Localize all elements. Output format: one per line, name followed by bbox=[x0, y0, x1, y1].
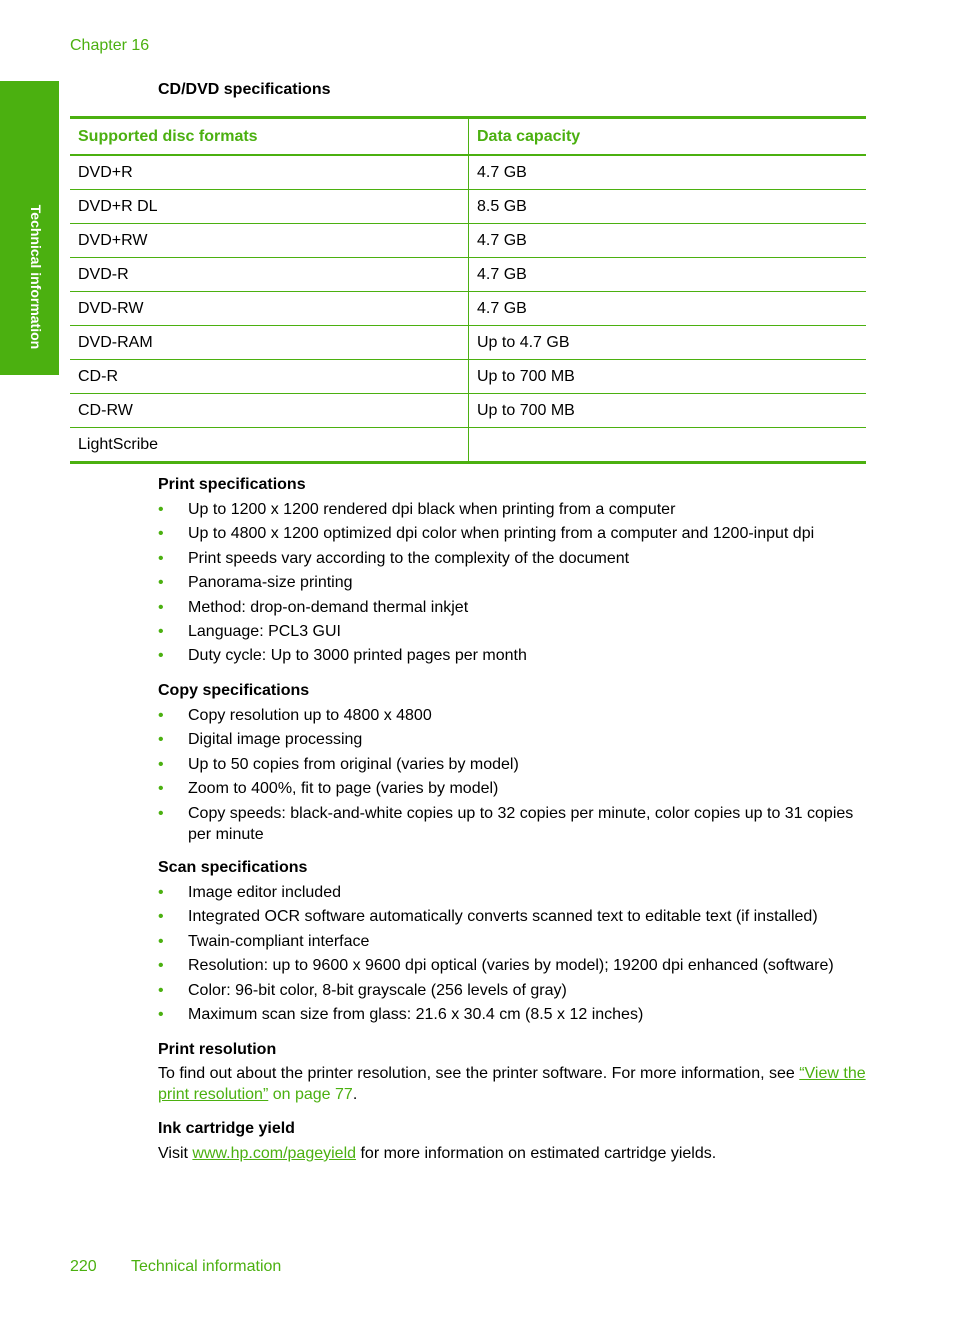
page-number: 220 bbox=[70, 1258, 97, 1275]
list-item: • Up to 1200 x 1200 rendered dpi black when printing from a computer bbox=[158, 499, 868, 520]
pageyield-link[interactable]: www.hp.com/pageyield bbox=[192, 1145, 357, 1162]
table-row bbox=[70, 326, 866, 360]
disc-format-cell: LightScribe bbox=[70, 428, 469, 463]
list-item: • Digital image processing bbox=[158, 729, 868, 750]
footer-section: Technical information bbox=[131, 1258, 282, 1275]
list-item: • Color: 96-bit color, 8-bit grayscale (256 levels of gray) bbox=[158, 980, 868, 1001]
cd-dvd-title: CD/DVD specifications bbox=[158, 81, 331, 98]
disc-format-cell: DVD-R bbox=[70, 258, 469, 292]
list-item: • Copy resolution up to 4800 x 4800 bbox=[158, 705, 868, 726]
print-specs-title: Print specifications bbox=[158, 476, 306, 493]
data-capacity-cell: Up to 700 MB bbox=[469, 394, 867, 428]
side-tab-label: Technical information bbox=[28, 204, 44, 350]
column-header: Data capacity bbox=[469, 118, 867, 156]
list-item: • Up to 4800 x 1200 optimized dpi color when printing from a computer and 1200-input dpi bbox=[158, 523, 868, 544]
scan-specs-title: Scan specifications bbox=[158, 859, 308, 876]
ink-yield-text bbox=[158, 1143, 868, 1164]
ink-yield-text-after: for more information on estimated cartridge yields. bbox=[356, 1145, 717, 1162]
print-resolution-text-after: . bbox=[352, 1086, 358, 1103]
chapter-label: Chapter 16 bbox=[70, 37, 150, 54]
list-item: • Image editor included bbox=[158, 882, 868, 903]
data-capacity-cell: Up to 4.7 GB bbox=[469, 326, 867, 360]
print-resolution-title: Print resolution bbox=[158, 1041, 277, 1058]
list-item: • Resolution: up to 9600 x 9600 dpi optical (varies by model); 19200 dpi enhanced (software) bbox=[158, 955, 868, 976]
table-row bbox=[70, 292, 866, 326]
data-capacity-cell: 4.7 GB bbox=[469, 155, 867, 190]
disc-format-cell: CD-R bbox=[70, 360, 469, 394]
disc-format-cell: DVD-RW bbox=[70, 292, 469, 326]
disc-format-cell: DVD+R bbox=[70, 155, 469, 190]
list-item: • Copy speeds: black-and-white copies up to 32 copies per minute, color copies up to 31 copies per minute bbox=[158, 803, 868, 845]
data-capacity-cell: 4.7 GB bbox=[469, 258, 867, 292]
table-row bbox=[70, 224, 866, 258]
list-item: • Panorama-size printing bbox=[158, 572, 868, 593]
list-item: • Method: drop-on-demand thermal inkjet bbox=[158, 597, 868, 618]
list-item: • Up to 50 copies from original (varies by model) bbox=[158, 754, 868, 775]
disc-format-cell: DVD+RW bbox=[70, 224, 469, 258]
disc-format-cell: DVD-RAM bbox=[70, 326, 469, 360]
list-item: • Print speeds vary according to the complexity of the document bbox=[158, 548, 868, 569]
table-row bbox=[70, 258, 866, 292]
table-row bbox=[70, 190, 866, 224]
table-row bbox=[70, 428, 866, 463]
table-row bbox=[70, 155, 866, 190]
table-row bbox=[70, 394, 866, 428]
side-tab bbox=[0, 81, 59, 375]
list-item: • Language: PCL3 GUI bbox=[158, 621, 868, 642]
data-capacity-cell: 8.5 GB bbox=[469, 190, 867, 224]
column-header: Supported disc formats bbox=[70, 118, 469, 156]
print-resolution-text bbox=[158, 1063, 868, 1105]
list-item: • Twain-compliant interface bbox=[158, 931, 868, 952]
list-item: • Duty cycle: Up to 3000 printed pages per month bbox=[158, 645, 868, 666]
list-item: • Integrated OCR software automatically converts scanned text to editable text (if installed) bbox=[158, 906, 868, 927]
data-capacity-cell: Up to 700 MB bbox=[469, 360, 867, 394]
page-reference-link[interactable]: on page 77 bbox=[268, 1086, 353, 1103]
ink-yield-text-before: Visit bbox=[158, 1145, 193, 1162]
list-item: • Maximum scan size from glass: 21.6 x 30.4 cm (8.5 x 12 inches) bbox=[158, 1004, 868, 1025]
view-print-resolution-link[interactable]: “View the print resolution” bbox=[158, 1065, 866, 1103]
data-capacity-cell: 4.7 GB bbox=[469, 292, 867, 326]
ink-yield-title: Ink cartridge yield bbox=[158, 1120, 295, 1137]
data-capacity-cell: 4.7 GB bbox=[469, 224, 867, 258]
list-item: • Zoom to 400%, fit to page (varies by model) bbox=[158, 778, 868, 799]
copy-specs-list bbox=[158, 705, 868, 848]
disc-format-cell: CD-RW bbox=[70, 394, 469, 428]
table-row bbox=[70, 360, 866, 394]
print-specs-list bbox=[158, 499, 868, 670]
print-resolution-text-before: To find out about the printer resolution, see the printer software. For more information, see bbox=[158, 1065, 800, 1082]
copy-specs-title: Copy specifications bbox=[158, 682, 310, 699]
table-header-row bbox=[70, 118, 866, 156]
scan-specs-list bbox=[158, 882, 868, 1028]
disc-format-cell: DVD+R DL bbox=[70, 190, 469, 224]
data-capacity-cell bbox=[469, 428, 867, 463]
cd-dvd-table bbox=[70, 116, 866, 464]
